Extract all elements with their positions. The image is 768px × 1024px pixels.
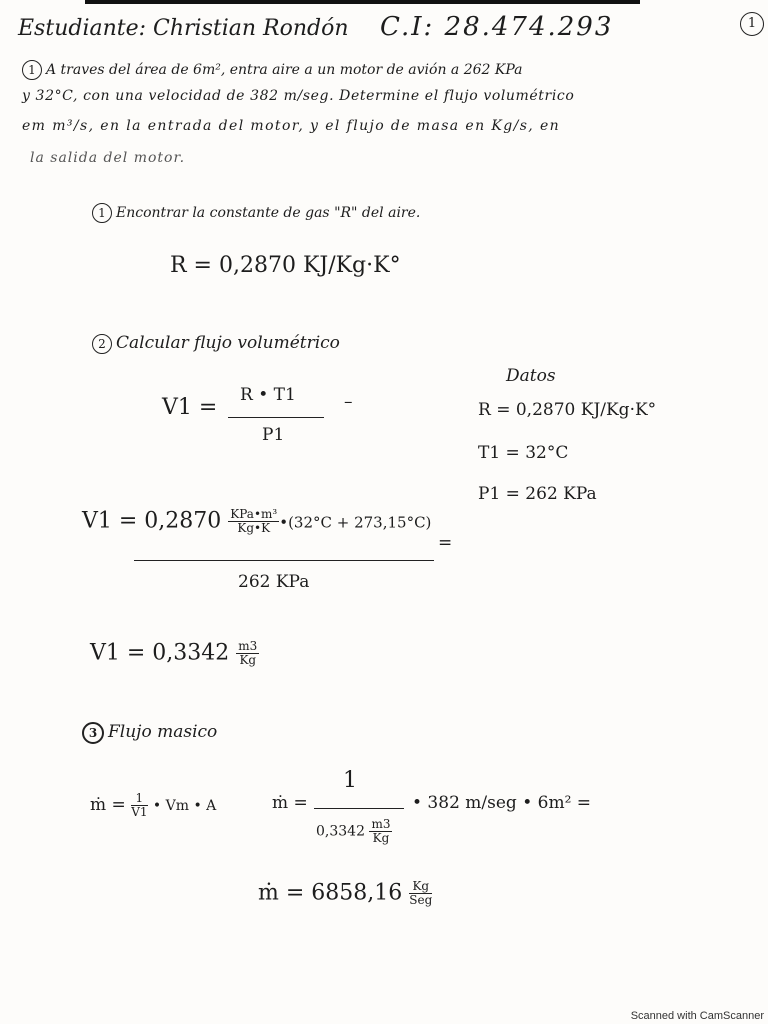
mass-formula: ṁ = $\frac{1}{V1}$ • Vm • A	[90, 791, 217, 819]
dash-mark: –	[344, 392, 353, 412]
step1-formula: R = 0,2870 KJ/Kg·K°	[170, 253, 401, 278]
substitution-equals: =	[438, 533, 453, 553]
datos-title: Datos	[506, 366, 556, 386]
v1-numerator: R • T1	[240, 385, 296, 405]
problem-number: 1	[22, 60, 42, 80]
mass-substitution-lhs: ṁ =	[272, 793, 308, 813]
student-ci: C.I: 28.474.293	[380, 12, 614, 42]
mass-substitution-rest: • 382 m/seg • 6m² =	[412, 793, 592, 813]
step1-number: 1	[92, 203, 112, 223]
mass-substitution-den-unit: $\frac{m3}{Kg}$	[371, 817, 391, 845]
mass-substitution-fraction-bar	[314, 808, 404, 809]
scanner-watermark: Scanned with CamScanner	[630, 1010, 764, 1022]
substitution-unit: $\frac{\text{KPa•m³}}{Kg•K}$	[230, 507, 278, 535]
mass-formula-fraction: $\frac{1}{V1}$	[131, 791, 148, 819]
scan-top-edge	[85, 0, 640, 4]
substitution-fraction-bar	[134, 560, 434, 561]
v1-result: V1 = 0,3342 $\frac{m3}{Kg}$	[90, 639, 258, 667]
v1-result-unit: $\frac{m3}{Kg}$	[238, 639, 258, 667]
step2-title: 2 Calcular flujo volumétrico	[92, 333, 340, 354]
problem-line-3: em m³/s, en la entrada del motor, y el flujo de masa en Kg/s, en	[22, 118, 561, 134]
v1-fraction-bar	[228, 417, 324, 418]
step3-number: 3	[82, 722, 104, 744]
mass-result-unit: $\frac{Kg}{\text{Seg}}$	[409, 879, 433, 907]
mass-substitution-numerator: 1	[343, 768, 357, 793]
mass-substitution-denominator: 0,3342 $\frac{m3}{Kg}$	[316, 817, 391, 845]
datos-r: R = 0,2870 KJ/Kg·K°	[478, 400, 657, 420]
v1-lhs: V1 =	[162, 395, 218, 420]
substitution-denominator: 262 KPa	[238, 572, 310, 592]
step1-title: 1 Encontrar la constante de gas "R" del aire.	[92, 203, 420, 223]
v1-denominator: P1	[262, 425, 285, 445]
mass-result: ṁ = 6858,16 $\frac{Kg}{\text{Seg}}$	[258, 879, 433, 907]
step3-title: 3 Flujo masico	[82, 722, 217, 744]
step2-number: 2	[92, 334, 112, 354]
problem-line-1: 1 A traves del área de 6m², entra aire a un motor de avión a 262 KPa	[22, 60, 523, 80]
page-number: 1	[740, 12, 764, 36]
problem-line-4: la salida del motor.	[30, 150, 186, 166]
student-name: Estudiante: Christian Rondón	[18, 16, 349, 41]
datos-t1: T1 = 32°C	[478, 443, 569, 463]
substitution-lhs: V1 = 0,2870 $\frac{\text{KPa•m³}}{Kg•K}$ •(32°C + 273,15°C)	[82, 507, 432, 535]
problem-line-2: y 32°C, con una velocidad de 382 m/seg. Determine el flujo volumétrico	[22, 88, 575, 104]
datos-p1: P1 = 262 KPa	[478, 484, 597, 504]
